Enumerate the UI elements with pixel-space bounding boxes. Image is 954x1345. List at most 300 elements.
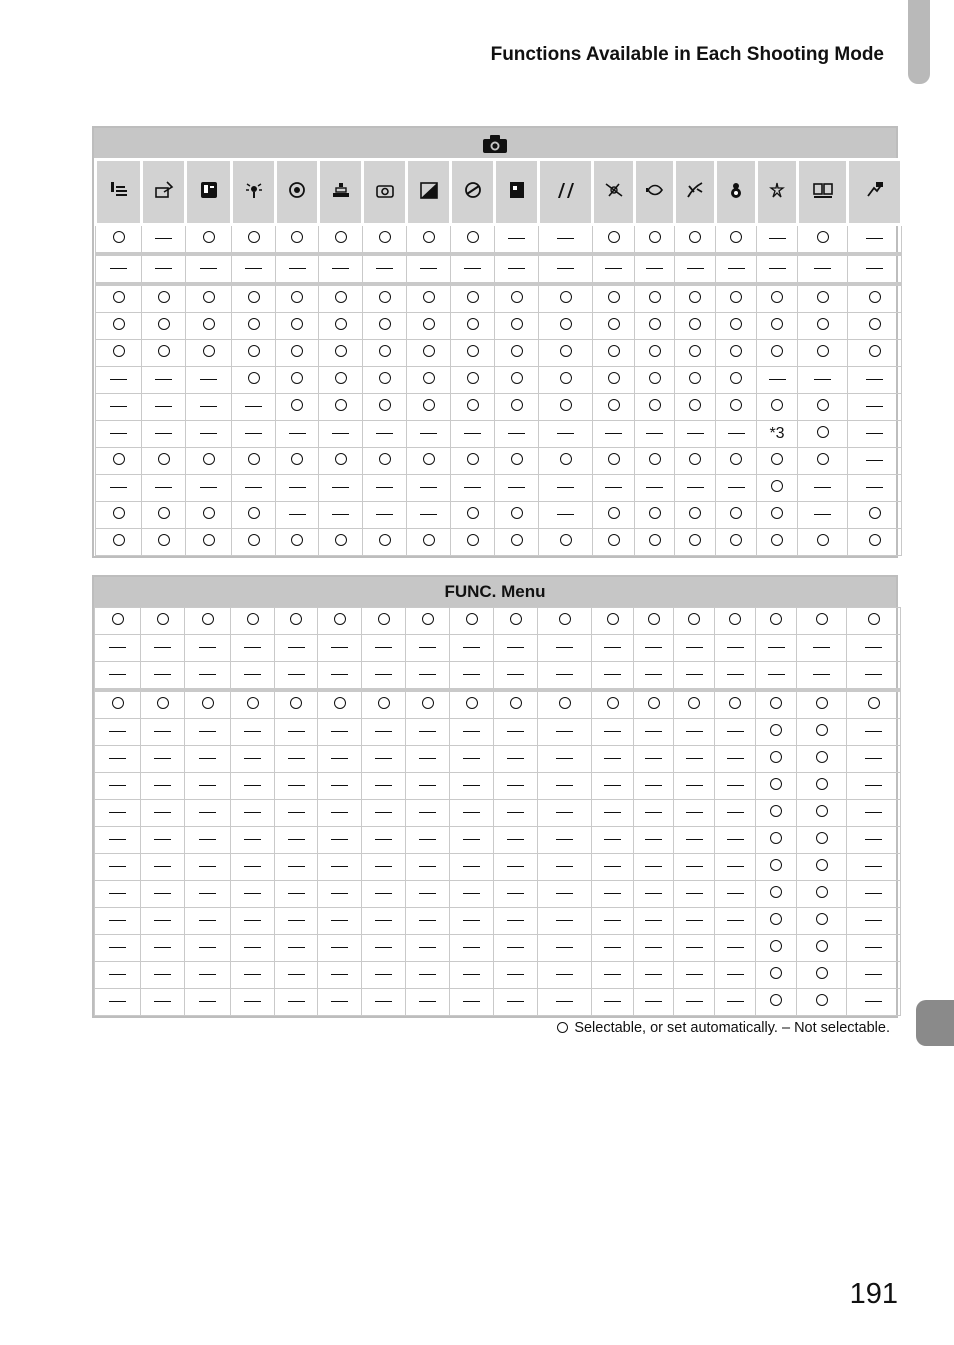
- table-cell: [495, 475, 539, 502]
- table-cell: [186, 421, 232, 448]
- selectable-mark: [291, 345, 303, 357]
- table-cell: [186, 502, 232, 529]
- not-selectable-mark: [154, 812, 171, 813]
- selectable-mark: [729, 613, 741, 625]
- table-cell: [539, 448, 593, 475]
- table-cell: [495, 340, 539, 367]
- table-cell: [538, 635, 592, 662]
- table-cell: [634, 690, 674, 719]
- selectable-mark: [158, 507, 170, 519]
- table-cell: [407, 475, 451, 502]
- selectable-mark: [467, 507, 479, 519]
- table-cell: [757, 394, 798, 421]
- not-selectable-mark: [463, 674, 480, 675]
- not-selectable-mark: [331, 674, 348, 675]
- table-cell: [186, 254, 232, 284]
- miniature-effect-icon: [330, 180, 352, 200]
- selectable-mark: [379, 534, 391, 546]
- not-selectable-mark: [686, 674, 703, 675]
- table-cell: [186, 529, 232, 556]
- not-selectable-mark: [728, 268, 745, 269]
- table-cell: [141, 746, 185, 773]
- table-cell: [675, 340, 716, 367]
- table-cell: [593, 313, 635, 340]
- selectable-mark: [770, 832, 782, 844]
- selectable-mark: [869, 345, 881, 357]
- not-selectable-mark: [508, 238, 525, 239]
- not-selectable-mark: [288, 758, 305, 759]
- table-cell: [674, 908, 715, 935]
- table-cell: [142, 448, 186, 475]
- selectable-mark: [817, 453, 829, 465]
- not-selectable-mark: [110, 268, 127, 269]
- not-selectable-mark: [109, 974, 126, 975]
- not-selectable-mark: [556, 647, 573, 648]
- not-selectable-mark: [463, 893, 480, 894]
- table-cell: [185, 608, 231, 635]
- not-selectable-mark: [109, 920, 126, 921]
- table-cell: [675, 421, 716, 448]
- table-cell: [95, 881, 141, 908]
- table-cell: [319, 448, 363, 475]
- table-cell: [797, 935, 847, 962]
- table-cell: [275, 827, 318, 854]
- not-selectable-mark: [289, 514, 306, 515]
- table-cell: [96, 421, 142, 448]
- selectable-mark: [816, 832, 828, 844]
- table-cell: [406, 989, 450, 1016]
- table-cell: [407, 284, 451, 313]
- not-selectable-mark: [375, 674, 392, 675]
- not-selectable-mark: [557, 268, 574, 269]
- mode-header-cell: [495, 160, 539, 225]
- not-selectable-mark: [727, 839, 744, 840]
- table-cell: [494, 854, 538, 881]
- not-selectable-mark: [727, 758, 744, 759]
- not-selectable-mark: [507, 731, 524, 732]
- table-cell: [362, 908, 406, 935]
- not-selectable-mark: [419, 947, 436, 948]
- handheld-night-scene-icon: [198, 180, 220, 200]
- not-selectable-mark: [604, 893, 621, 894]
- selectable-mark: [869, 291, 881, 303]
- table-cell: [95, 854, 141, 881]
- table-cell: [362, 746, 406, 773]
- selectable-mark: [247, 613, 259, 625]
- not-selectable-mark: [645, 839, 662, 840]
- selectable-mark: [511, 345, 523, 357]
- selectable-mark: [248, 345, 260, 357]
- table-cell: [674, 746, 715, 773]
- table-cell: [539, 284, 593, 313]
- not-selectable-mark: [464, 433, 481, 434]
- table-cell: [450, 608, 494, 635]
- table-cell: [798, 502, 848, 529]
- not-selectable-mark: [604, 758, 621, 759]
- table-cell: [142, 225, 186, 255]
- selectable-mark: [816, 697, 828, 709]
- table-cell: [756, 690, 797, 719]
- selectable-mark: [248, 372, 260, 384]
- mode-header-cell: [96, 160, 142, 225]
- selectable-mark: [816, 940, 828, 952]
- table-cell: [275, 773, 318, 800]
- table-cell: [276, 529, 319, 556]
- movie-digest-icon: [864, 180, 886, 200]
- not-selectable-mark: [769, 238, 786, 239]
- table-cell: [318, 746, 362, 773]
- selectable-mark: [511, 399, 523, 411]
- table-cell: [798, 340, 848, 367]
- not-selectable-mark: [645, 893, 662, 894]
- table-cell: [538, 962, 592, 989]
- selectable-mark: [608, 399, 620, 411]
- not-selectable-mark: [727, 947, 744, 948]
- table-cell: [231, 935, 275, 962]
- table-row: [95, 608, 901, 635]
- table-cell: [634, 719, 674, 746]
- selectable-mark: [423, 399, 435, 411]
- table-cell: [451, 284, 495, 313]
- table-cell: [592, 854, 634, 881]
- selectable-mark: [559, 697, 571, 709]
- table-cell: [276, 367, 319, 394]
- table-cell: [634, 908, 674, 935]
- table-cell: [592, 881, 634, 908]
- not-selectable-mark: [814, 268, 831, 269]
- selectable-mark: [649, 534, 661, 546]
- not-selectable-mark: [288, 866, 305, 867]
- not-selectable-mark: [687, 268, 704, 269]
- selectable-mark: [816, 994, 828, 1006]
- table-cell: [539, 502, 593, 529]
- table-cell: [675, 254, 716, 284]
- table-cell: [592, 935, 634, 962]
- table-cell: [276, 340, 319, 367]
- table-cell: [495, 421, 539, 448]
- table-cell: [141, 881, 185, 908]
- selectable-mark: [649, 231, 661, 243]
- table-cell: [635, 284, 675, 313]
- selectable-mark: [467, 399, 479, 411]
- table-cell: [232, 367, 276, 394]
- not-selectable-mark: [605, 487, 622, 488]
- selectable-mark: [423, 372, 435, 384]
- not-selectable-mark: [199, 812, 216, 813]
- not-selectable-mark: [244, 785, 261, 786]
- not-selectable-mark: [556, 731, 573, 732]
- not-selectable-mark: [556, 920, 573, 921]
- table-cell: [634, 935, 674, 962]
- table-row: [96, 448, 902, 475]
- table-cell: [593, 394, 635, 421]
- selectable-mark: [730, 291, 742, 303]
- not-selectable-mark: [376, 487, 393, 488]
- table-cell: [275, 881, 318, 908]
- not-selectable-mark: [865, 893, 882, 894]
- table-cell: [185, 827, 231, 854]
- not-selectable-mark: [419, 731, 436, 732]
- not-selectable-mark: [420, 268, 437, 269]
- table-cell: [141, 635, 185, 662]
- not-selectable-mark: [508, 268, 525, 269]
- table-cell: [276, 284, 319, 313]
- table-cell: [538, 935, 592, 962]
- not-selectable-mark: [244, 758, 261, 759]
- not-selectable-mark: [376, 514, 393, 515]
- not-selectable-mark: [769, 379, 786, 380]
- not-selectable-mark: [200, 406, 217, 407]
- table-cell: [798, 448, 848, 475]
- table-cell: [539, 367, 593, 394]
- table-cell: [232, 284, 276, 313]
- selectable-mark: [157, 613, 169, 625]
- table-cell: [538, 881, 592, 908]
- table-cell: [363, 313, 407, 340]
- table-cell: [798, 475, 848, 502]
- table-cell: [95, 989, 141, 1016]
- table-cell: [847, 690, 901, 719]
- table-cell: [494, 746, 538, 773]
- selectable-mark: [560, 534, 572, 546]
- selectable-mark: [816, 913, 828, 925]
- selectable-mark: [157, 697, 169, 709]
- not-selectable-mark: [375, 812, 392, 813]
- table-cell: [756, 608, 797, 635]
- not-selectable-mark: [557, 487, 574, 488]
- selectable-mark: [335, 453, 347, 465]
- not-selectable-mark: [727, 1001, 744, 1002]
- table-cell: [757, 284, 798, 313]
- selectable-mark: [689, 291, 701, 303]
- table-cell: [715, 854, 756, 881]
- table-cell: [318, 827, 362, 854]
- not-selectable-mark: [866, 268, 883, 269]
- table-cell: [450, 773, 494, 800]
- table-row: [95, 635, 901, 662]
- not-selectable-mark: [556, 839, 573, 840]
- not-selectable-mark: [375, 920, 392, 921]
- table-cell: [319, 225, 363, 255]
- table-cell: [634, 773, 674, 800]
- selectable-mark: [689, 372, 701, 384]
- not-selectable-mark: [154, 674, 171, 675]
- not-selectable-mark: [686, 947, 703, 948]
- table-row: [96, 254, 902, 284]
- table-cell: [635, 340, 675, 367]
- table-cell: [406, 773, 450, 800]
- selectable-mark: [817, 534, 829, 546]
- not-selectable-mark: [507, 947, 524, 948]
- not-selectable-mark: [865, 647, 882, 648]
- table-cell: [798, 313, 848, 340]
- stitch-assist-icon: [812, 180, 834, 200]
- selectable-mark: [730, 453, 742, 465]
- table-cell: [756, 854, 797, 881]
- selectable-mark: [689, 534, 701, 546]
- table-cell: [363, 394, 407, 421]
- table-cell: [276, 475, 319, 502]
- selectable-mark: [467, 372, 479, 384]
- table-row: [96, 502, 902, 529]
- not-selectable-mark: [331, 812, 348, 813]
- table-cell: [593, 367, 635, 394]
- not-selectable-mark: [464, 268, 481, 269]
- table-cell: [494, 773, 538, 800]
- not-selectable-mark: [556, 947, 573, 948]
- selectable-mark: [203, 534, 215, 546]
- selectable-mark: [816, 778, 828, 790]
- table-cell: [634, 608, 674, 635]
- table-cell: [494, 908, 538, 935]
- table-cell: [538, 827, 592, 854]
- table-cell: [757, 225, 798, 255]
- selectable-mark: [771, 507, 783, 519]
- selectable-mark: [689, 318, 701, 330]
- selectable-mark: [248, 507, 260, 519]
- selectable-mark: [771, 291, 783, 303]
- table-row: [96, 225, 902, 255]
- table-cell: [674, 662, 715, 691]
- not-selectable-mark: [604, 812, 621, 813]
- selectable-mark: [379, 345, 391, 357]
- selectable-mark: [608, 507, 620, 519]
- shooting-modes-table: [92, 126, 898, 558]
- selectable-mark: [379, 399, 391, 411]
- selectable-mark: [113, 291, 125, 303]
- table-cell: [674, 635, 715, 662]
- selectable-mark: [770, 913, 782, 925]
- selectable-mark: [248, 534, 260, 546]
- not-selectable-mark: [288, 647, 305, 648]
- table-cell: [848, 284, 902, 313]
- mode-header-cell: [757, 160, 798, 225]
- selectable-mark: [817, 291, 829, 303]
- table-cell: [142, 529, 186, 556]
- table-cell: [494, 800, 538, 827]
- selectable-mark: [771, 345, 783, 357]
- selectable-mark: [868, 697, 880, 709]
- table-cell: [847, 854, 901, 881]
- table-cell: [318, 881, 362, 908]
- table-cell: [231, 662, 275, 691]
- not-selectable-mark: [244, 812, 261, 813]
- selectable-mark: [113, 534, 125, 546]
- table-cell: [275, 662, 318, 691]
- not-selectable-mark: [686, 731, 703, 732]
- table-cell: [141, 908, 185, 935]
- selectable-mark: [770, 967, 782, 979]
- selectable-mark: [422, 613, 434, 625]
- not-selectable-mark: [375, 758, 392, 759]
- table-cell: [756, 635, 797, 662]
- table-cell: [232, 529, 276, 556]
- not-selectable-mark: [645, 674, 662, 675]
- table-cell: [185, 908, 231, 935]
- selectable-mark: [423, 453, 435, 465]
- table-cell: [363, 529, 407, 556]
- table-cell: [757, 367, 798, 394]
- table-cell: [539, 421, 593, 448]
- not-selectable-mark: [605, 433, 622, 434]
- table-cell: [538, 746, 592, 773]
- table-cell: [275, 962, 318, 989]
- selectable-mark: [335, 399, 347, 411]
- selectable-mark: [203, 291, 215, 303]
- table-cell: [406, 635, 450, 662]
- table-cell: [756, 935, 797, 962]
- selectable-mark: [607, 613, 619, 625]
- selectable-mark: [113, 453, 125, 465]
- selectable-mark: [730, 534, 742, 546]
- table-cell: [407, 502, 451, 529]
- not-selectable-mark: [686, 866, 703, 867]
- mode-header-cell: [539, 160, 593, 225]
- not-selectable-mark: [463, 947, 480, 948]
- table-cell: [635, 225, 675, 255]
- table-cell: [142, 475, 186, 502]
- not-selectable-mark: [686, 839, 703, 840]
- selectable-mark: [770, 751, 782, 763]
- not-selectable-mark: [109, 893, 126, 894]
- not-selectable-mark: [556, 785, 573, 786]
- not-selectable-mark: [332, 433, 349, 434]
- selectable-mark: [203, 231, 215, 243]
- selectable-mark: [771, 480, 783, 492]
- not-selectable-mark: [645, 647, 662, 648]
- selectable-mark: [607, 697, 619, 709]
- table-cell: [275, 690, 318, 719]
- table-cell: [716, 529, 757, 556]
- table-cell: [494, 827, 538, 854]
- table-cell: [675, 475, 716, 502]
- table-cell: [635, 529, 675, 556]
- table-cell: [592, 608, 634, 635]
- not-selectable-mark: [686, 647, 703, 648]
- table-cell: [592, 989, 634, 1016]
- not-selectable-mark: [419, 647, 436, 648]
- table-cell: [406, 608, 450, 635]
- selectable-mark: [423, 231, 435, 243]
- not-selectable-mark: [866, 460, 883, 461]
- table-cell: [494, 608, 538, 635]
- not-selectable-mark: [199, 1001, 216, 1002]
- selectable-mark: [770, 940, 782, 952]
- table-cell: [848, 394, 902, 421]
- chapter-tab-marker: [916, 1000, 954, 1046]
- not-selectable-mark: [463, 920, 480, 921]
- table-cell: [538, 608, 592, 635]
- table-cell: [96, 313, 142, 340]
- table-cell: [276, 502, 319, 529]
- selectable-mark: [423, 318, 435, 330]
- selectable-mark: [770, 994, 782, 1006]
- not-selectable-mark: [244, 647, 261, 648]
- not-selectable-mark: [814, 514, 831, 515]
- not-selectable-mark: [375, 893, 392, 894]
- table-cell: [495, 394, 539, 421]
- not-selectable-mark: [244, 839, 261, 840]
- selectable-mark: [869, 534, 881, 546]
- selectable-mark: [816, 967, 828, 979]
- snow-icon: [725, 180, 747, 200]
- table-cell: [231, 881, 275, 908]
- table-cell: [406, 935, 450, 962]
- func-menu-grid: [94, 607, 901, 1016]
- table-cell: [232, 313, 276, 340]
- table-cell: [495, 502, 539, 529]
- table-cell: [674, 773, 715, 800]
